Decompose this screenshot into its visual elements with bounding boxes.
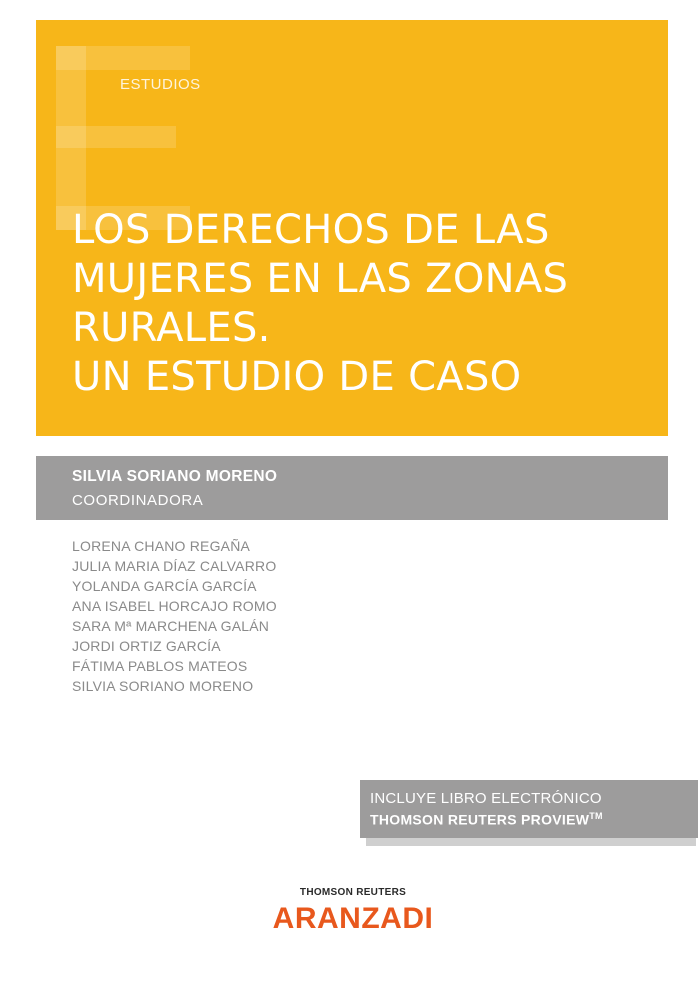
author-name: YOLANDA GARCÍA GARCÍA [72, 578, 257, 594]
author-name: SARA Mª MARCHENA GALÁN [72, 618, 270, 634]
coordinator-band [36, 456, 668, 520]
ebook-badge [360, 780, 698, 838]
author-name: SILVIA SORIANO MORENO [72, 678, 254, 694]
author-list [72, 536, 277, 696]
coordinator-role: COORDINADORA [72, 492, 204, 509]
publisher-group-name: THOMSON REUTERS [299, 887, 407, 898]
publisher-logo [262, 887, 444, 936]
book-title [72, 206, 652, 402]
publisher-name: ARANZADI [272, 902, 434, 935]
title-line: LOS DERECHOS DE LAS [72, 207, 550, 253]
trademark-mark: TM [589, 811, 603, 821]
author-name: LORENA CHANO REGAÑA [72, 538, 251, 554]
title-line: UN ESTUDIO DE CASO [72, 354, 522, 400]
author-name: JULIA MARIA DÍAZ CALVARRO [72, 558, 277, 574]
ebook-badge-line2 [370, 811, 603, 828]
author-name: ANA ISABEL HORCAJO ROMO [72, 598, 277, 614]
ebook-badge-line1: INCLUYE LIBRO ELECTRÓNICO [370, 790, 602, 807]
coordinator-name: SILVIA SORIANO MORENO [72, 468, 278, 485]
title-line: MUJERES EN LAS ZONAS [72, 256, 569, 302]
title-line: RURALES. [72, 305, 271, 351]
author-name: FÁTIMA PABLOS MATEOS [72, 658, 248, 674]
author-name: JORDI ORTIZ GARCÍA [72, 638, 221, 654]
series-letter-e-watermark [56, 46, 190, 230]
ebook-product-name: THOMSON REUTERS PROVIEW [370, 811, 590, 828]
series-label: ESTUDIOS [120, 76, 201, 93]
